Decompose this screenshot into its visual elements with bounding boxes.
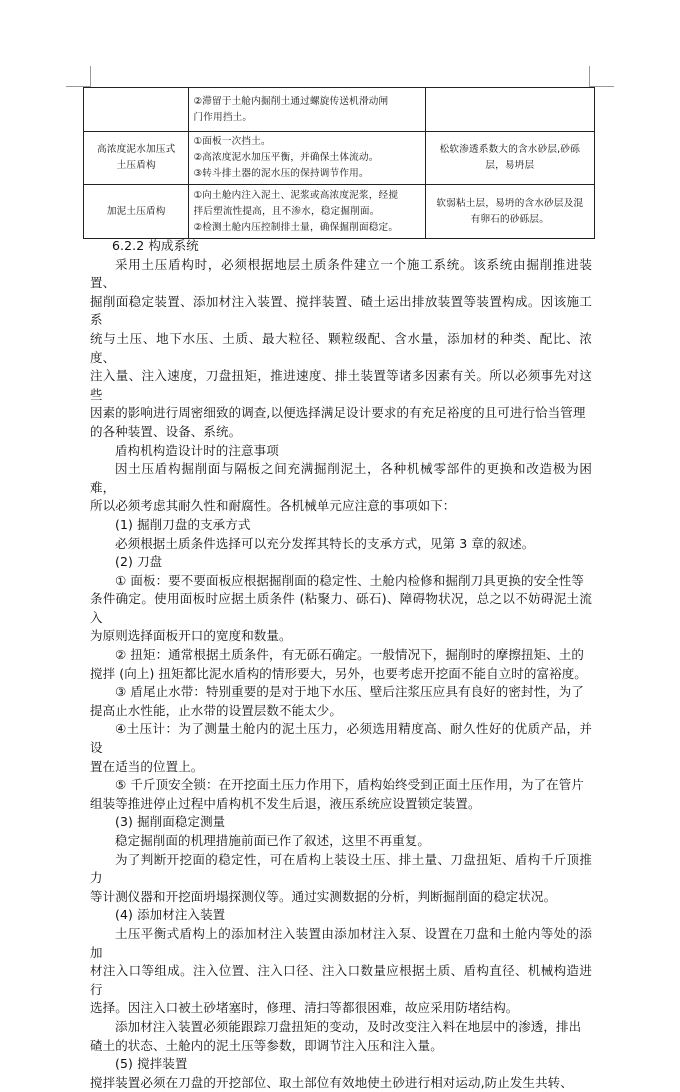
measures-cell: ①面板一次挡土。 ②高浓度泥水加压平衡，并确保土体流动。 ③转斗排土器的泥水压的保持调节作用。 xyxy=(189,132,425,185)
soil-cell: 松软渗透系数大的含水砂层,砂砾 层，易坍层 xyxy=(425,132,594,185)
body-paragraph: ③ 盾尾止水带：特别重要的是对于地下水压、壁后注浆压应具有良好的密封性，为了 提高止水性能，止水带的设置层数不能太少。 xyxy=(90,684,584,718)
table-row xyxy=(84,132,595,185)
method-cell xyxy=(84,88,189,132)
document-body xyxy=(90,237,592,1092)
body-paragraph: (2) 刀盘 xyxy=(115,554,163,570)
body-paragraph: (4) 添加材注入装置 xyxy=(115,907,226,923)
body-paragraph: 采用土压盾构时，必须根据地层土质条件建立一个施工系统。该系统由掘削推进装置、 掘削面稳定装置、添加材注入装置、搅拌装置、碴土运出排放装置等装置构成。因该施工系 统与土压、地下水压、土质、最大粒径、颗粒级配、含水量，添加材的种类、配比、浓度、 注入量、注入速度，刀盘扭矩，推进速度、排土装置等诸多因素有关。所以必须事先对这些 因素的影响进行周密细致的调查,以便选择满足设计要求的有充足裕度的且可进行恰当管理 的各种装置、设备、系统。 xyxy=(90,256,592,439)
table-row xyxy=(84,185,595,239)
measures-cell: ②滞留于土舱内掘削土通过螺旋传送机滑动闸 门作用挡土。 xyxy=(189,88,425,132)
body-paragraph: 必须根据土质条件选择可以充分发挥其特长的支承方式，见第 3 章的叙述。 xyxy=(115,535,535,551)
body-paragraph: (3) 掘削面稳定测量 xyxy=(115,814,226,830)
body-paragraph: (5) 搅拌装置 xyxy=(115,1056,188,1072)
section-heading: 6.2.2 构成系统 xyxy=(112,238,199,253)
body-paragraph: ② 扭矩：通常根据土质条件，有无砾石确定。一般情况下，掘削时的摩擦扭矩、土的 搅拌 (向上) 扭矩都比泥水盾构的情形要大，另外，也要考虑开挖面不能自立时的富裕度。 xyxy=(90,647,587,681)
crop-mark xyxy=(589,66,590,88)
body-paragraph: 搅拌装置必须在刀盘的开挖部位、取土部位有效地使土砂进行相对运动,防止发生共转、 xyxy=(90,1074,573,1090)
body-paragraph: 稳定掘削面的机理措施前面已作了叙述，这里不再重复。 xyxy=(115,833,431,848)
body-paragraph: 因土压盾构掘削面与隔板之间充满掘削泥土，各种机械零部件的更换和改造极为困难， 所以必须考虑其耐久性和耐腐性。各机械单元应注意的事项如下： xyxy=(90,461,592,514)
body-paragraph: 为了判断开挖面的稳定性，可在盾构上装设土压、排土量、刀盘扭矩、盾构千斤顶推力 等计测仪器和开挖面坍塌探测仪等。通过实测数据的分析，判断掘削面的稳定状况。 xyxy=(90,851,592,904)
soil-cell: 软弱粘土层，易坍的含水砂层及混 有卵石的砂砾层。 xyxy=(425,185,594,239)
soil-cell xyxy=(425,88,594,132)
body-paragraph: ① 面板：要不要面板应根据掘削面的稳定性、土舱内检修和掘削刀具更换的安全性等 条件确定。使用面板时应据土质条件 (粘聚力、砾石)、障碍物状况，总之以不妨碍泥土流入 为原则选择面板开口的宽度和数量。 xyxy=(90,572,592,644)
body-paragraph: ⑤ 千斤顶安全锁：在开挖面土压力作用下，盾构始终受到正面土压作用，为了在管片 组装等推进停止过程中盾构机不发生后退，液压系统应设置锁定装置。 xyxy=(90,777,584,811)
method-cell: 高浓度泥水加压式 土压盾构 xyxy=(84,132,189,185)
body-paragraph: (1) 掘削刀盘的支承方式 xyxy=(115,516,251,532)
method-table xyxy=(83,87,595,239)
method-cell: 加泥土压盾构 xyxy=(84,185,189,239)
body-paragraph: ④土压计：为了测量土舱内的泥土压力，必须选用精度高、耐久性好的优质产品，并设 置在适当的位置上。 xyxy=(90,721,592,774)
body-paragraph: 添加材注入装置必须能跟踪刀盘扭矩的变动，及时改变注入料在地层中的渗透，排出 碴土的状态、土舱内的泥土压等参数，即调节注入压和注入量。 xyxy=(90,1018,582,1053)
body-paragraph: 盾构机构造设计时的注意事项 xyxy=(115,442,279,458)
body-paragraph: 土压平衡式盾构上的添加材注入装置由添加材注入泵、设置在刀盘和土舱内等处的添加 材注入口等组成。注入位置、注入口径、注入口数量应根据土质、盾构直径、机械构造进行 选择。因注入口被土砂堵塞时，修理、清扫等都很困难，故应采用防堵结构。 xyxy=(90,925,592,1016)
measures-cell: ①向土舱内注入泥土、泥浆或高浓度泥浆，经搅 拌后塑流性提高，且不渗水，稳定掘削面。 ②检测土舱内压控制排土量，确保掘削面稳定。 xyxy=(189,185,425,239)
crop-mark xyxy=(90,66,91,88)
table-row xyxy=(84,88,595,132)
